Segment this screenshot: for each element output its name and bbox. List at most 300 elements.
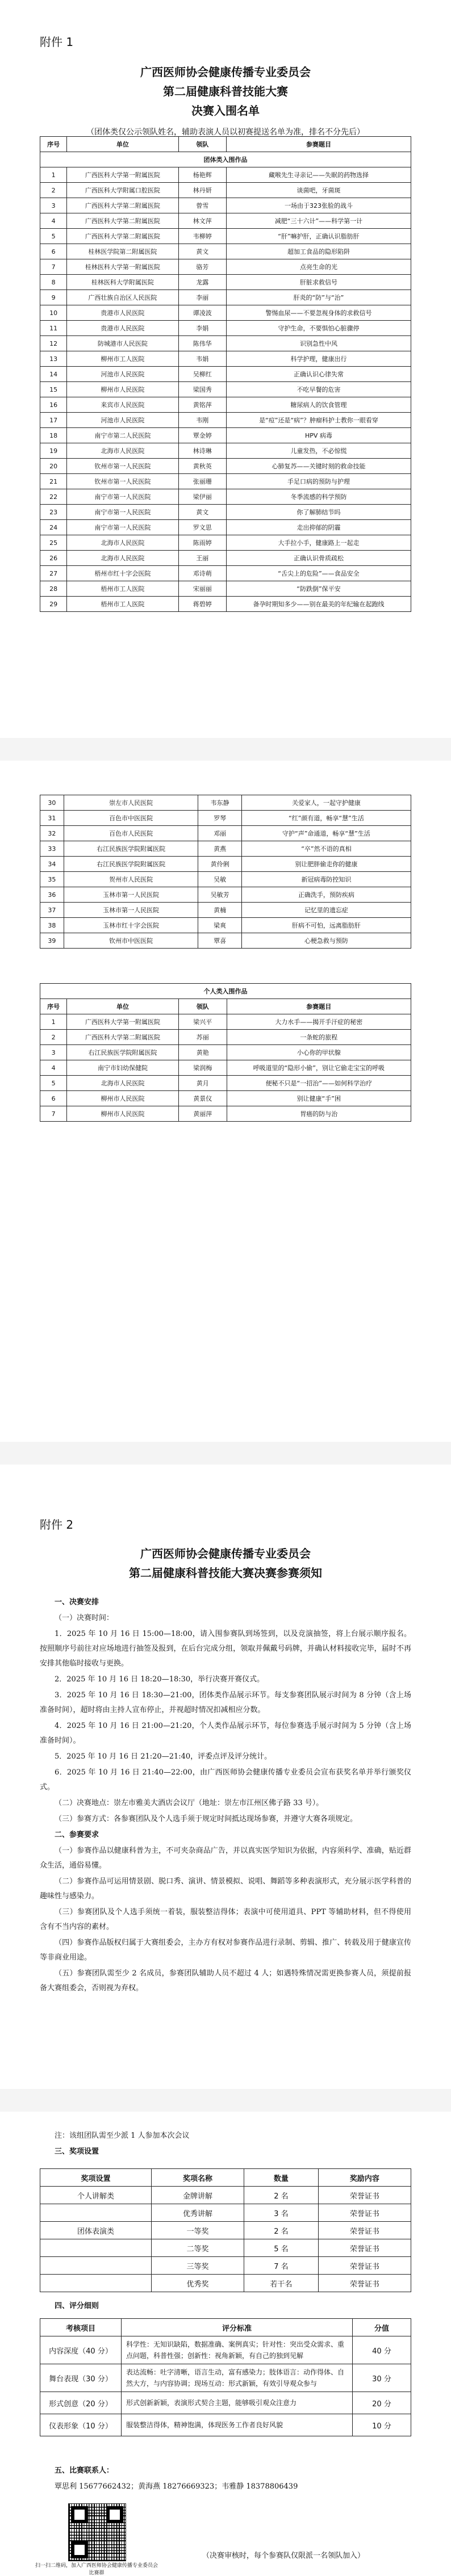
cell-no: 8 (40, 275, 67, 290)
cell-leader: 韦柳婷 (178, 229, 226, 244)
cell-leader: 黄文 (178, 505, 226, 520)
cell-title: 肝病不可怕，远离脂肪肝 (241, 918, 411, 933)
award-row (40, 2275, 411, 2292)
cell-leader: 黄丽萍 (178, 1106, 227, 1122)
cell-no: 35 (40, 872, 64, 887)
title-line-1: 广西医师协会健康传播专业委员会 (140, 1547, 311, 1560)
cell-title: 肝炎的“防”与“治” (226, 290, 411, 305)
attachment-2-sheet (0, 1465, 451, 2089)
cell-unit: 桂林医科大学附属医院 (67, 275, 178, 290)
page-gap (0, 1442, 451, 1465)
cell-leader: 王丽 (178, 551, 226, 566)
cell-unit: 北海市人民医院 (67, 443, 178, 459)
cell-no: 18 (40, 428, 67, 443)
cell-title: 正确认识骨质疏松 (226, 551, 411, 566)
cell-unit: 广西壮族自治区人民医院 (67, 290, 178, 305)
qr-corner (106, 2506, 123, 2523)
title-block (0, 62, 451, 137)
cell-unit: 柳州市工人医院 (67, 351, 178, 367)
cell-title: 便秘不只是“一招治”——如何科学治疗 (227, 1076, 411, 1091)
cell-no: 7 (40, 1106, 67, 1122)
cell-unit: 广西医科大学第一附属医院 (67, 167, 178, 183)
cell-unit: 钦州市第一人民医院 (67, 474, 178, 489)
award-name: 一等奖 (151, 2222, 244, 2239)
cell-unit: 崇左市人民医院 (64, 795, 198, 811)
cell-leader: 林诗琳 (178, 443, 226, 459)
individual-row (40, 1060, 411, 1076)
attachment-1-continued-sheet (0, 761, 451, 1442)
cell-unit: 右江民族医学院附属医院 (64, 857, 198, 872)
award-prize: 荣誉证书 (318, 2239, 411, 2257)
cell-title: “舌尖上的危险”——食品安全 (226, 566, 411, 581)
award-prize: 荣誉证书 (318, 2275, 411, 2292)
cell-leader: 苏丽 (178, 1030, 227, 1045)
cell-leader: 梁国秀 (178, 382, 226, 397)
team-row (40, 367, 411, 382)
cell-title: 备孕时期知多少——别在最美的年纪输在起跑线 (226, 597, 411, 612)
cell-title: 一场由于323张脸的战斗 (226, 198, 411, 213)
cell-title: 科学护理，健康出行 (226, 351, 411, 367)
cell-no: 33 (40, 841, 64, 857)
cell-leader: 黄景仪 (178, 1091, 227, 1106)
team-row (40, 397, 411, 413)
cell-title: 守护“声”命通道，畅享“慧”生活 (241, 826, 411, 841)
cell-unit: 南宁市妇幼保健院 (67, 1060, 179, 1076)
cell-title: 别让健康“手”困 (227, 1091, 411, 1106)
cell-unit: 右江民族医学院附属医院 (67, 1045, 179, 1060)
cell-leader: 罗琴 (198, 811, 241, 826)
cell-unit: 南宁市第一人民医院 (67, 505, 178, 520)
cell-leader: 林文萍 (178, 213, 226, 229)
cell-unit: 广西医科大学第二附属医院 (67, 198, 178, 213)
score-row (40, 2336, 411, 2364)
cell-title: 谈菌吧，牙菌斑 (226, 183, 411, 198)
closing-note-box (187, 2549, 411, 2565)
ind-header-leader: 领队 (178, 999, 227, 1014)
cell-no: 36 (40, 887, 64, 903)
title-line-1: 广西医师协会健康传播专业委员会 (140, 65, 311, 79)
cell-title: 正确洗手，预防疾病 (241, 887, 411, 903)
team-row (40, 351, 411, 367)
award-category (40, 2204, 152, 2222)
cell-title: 警惕血尿——不要忽视身体的求救信号 (226, 305, 411, 321)
cell-no: 24 (40, 520, 67, 535)
cell-leader: 黄楠 (198, 903, 241, 918)
team-row (40, 305, 411, 321)
score-row (40, 2364, 411, 2392)
cell-title: 超加工食品的隐形陷阱 (226, 244, 411, 259)
individual-section-heading: 个人类入围作品 (40, 984, 411, 999)
cell-title: 点亮生命的光 (226, 259, 411, 275)
cell-unit: 钦州市中医医院 (64, 933, 198, 949)
score-heading-box (40, 2299, 411, 2315)
cell-title: 小心你的甲状腺 (227, 1045, 411, 1060)
paragraph: 6．2025 年 10 月 16 日 21:40—22:00，由广西医师协会健康传播专业委员会宣布获奖名单并举行颁奖仪式。 (40, 1768, 411, 1792)
cell-unit: 贵港市人民医院 (67, 305, 178, 321)
score-header-points: 分值 (353, 2319, 411, 2336)
qr-corner (71, 2506, 88, 2523)
cell-unit: 柳州市人民医院 (67, 1106, 179, 1122)
individual-row (40, 1030, 411, 1045)
cell-unit: 玉林市第一人民医院 (64, 887, 198, 903)
cell-leader: 曾雪 (178, 198, 226, 213)
team-table (40, 136, 411, 612)
contact-heading: 五、比赛联系人： (55, 2466, 114, 2475)
team-row (40, 535, 411, 551)
cell-leader: 谭凌波 (178, 305, 226, 321)
cell-unit: 桂林医科大学第一附属医院 (67, 259, 178, 275)
award-row (40, 2257, 411, 2275)
individual-table (40, 983, 411, 1122)
score-item: 内容深度（40 分） (40, 2336, 122, 2364)
ind-header-unit: 单位 (67, 999, 179, 1014)
cell-leader: 邓诗萌 (178, 566, 226, 581)
cell-leader: 覃金婷 (178, 428, 226, 443)
notice-body (40, 1595, 411, 1997)
paragraph: （四）参赛作品版权归属于大赛组委会，主办方有权对参赛作品进行录制、剪辑、推广、转载及用于健康宣传等非商业用途。 (40, 1939, 411, 1962)
cell-no: 2 (40, 183, 67, 198)
team-row (40, 428, 411, 443)
cell-no: 5 (40, 1076, 67, 1091)
score-row (40, 2414, 411, 2436)
cell-unit: 梧州市红十字会医院 (67, 566, 178, 581)
paragraph: 3．2025 年 10 月 16 日 18:30—21:00，团体类作品展示环节。每支参赛团队展示时间为 8 分钟（含上场准备时间），超时将由主持人宣布停止，并视超时情况扣减相应分数。 (40, 1691, 411, 1714)
qr-caption: 扫一扫二维码，加入广西医师协会健康传播专业委员会比赛群 (35, 2563, 158, 2576)
cell-title: 关爱家人，一起守护健康 (241, 795, 411, 811)
team-row (40, 505, 411, 520)
award-name: 优秀讲解 (151, 2204, 244, 2222)
page-gap (0, 2089, 451, 2112)
cell-no: 2 (40, 1030, 67, 1045)
notice-continued (40, 2129, 411, 2160)
cell-title: HPV 病毒 (226, 428, 411, 443)
team-row (40, 857, 411, 872)
cell-title: “红”颜有道，畅享“慧”生活 (241, 811, 411, 826)
cell-no: 11 (40, 321, 67, 336)
award-name: 二等奖 (151, 2239, 244, 2257)
cell-no: 20 (40, 459, 67, 474)
cell-unit: 广西医科大学第一附属医院 (67, 1014, 179, 1030)
paragraph: （三）参赛团队及个人选手须统一着装，服装整洁得体；表演中可使用道具、PPT 等辅助材料，但不得使用含有不当内容的素材。 (40, 1908, 411, 1931)
cell-no: 9 (40, 290, 67, 305)
cell-no: 27 (40, 566, 67, 581)
award-count: 若干名 (244, 2275, 319, 2292)
cell-title: 别让肥胖偷走你的健康 (241, 857, 411, 872)
cell-no: 6 (40, 244, 67, 259)
cell-title: “防跌倒”保平安 (226, 581, 411, 597)
cell-no: 4 (40, 213, 67, 229)
cell-leader: 黄秋英 (178, 459, 226, 474)
score-points: 10 分 (353, 2414, 411, 2436)
cell-title: 正确认识心律失常 (226, 367, 411, 382)
cell-no: 3 (40, 198, 67, 213)
cell-title: 心梗急救与预防 (241, 933, 411, 949)
cell-unit: 贵港市人民医院 (67, 321, 178, 336)
score-points: 40 分 (353, 2336, 411, 2364)
paragraph: （三）参赛方式：各参赛团队及个人选手须于规定时间抵达现场参赛，并遵守大赛各项规定。 (55, 1815, 358, 1823)
team-row (40, 597, 411, 612)
award-header-prize: 奖励内容 (318, 2169, 411, 2187)
cell-unit: 南宁市第二人民医院 (67, 428, 178, 443)
cell-unit: 来宾市人民医院 (67, 397, 178, 413)
cell-unit: 贺州市人民医院 (64, 872, 198, 887)
score-item: 形式创意（20 分） (40, 2392, 122, 2414)
team-notice: 注：该组团队需至少派 1 人参加本次会议 (55, 2132, 190, 2140)
cell-no: 23 (40, 505, 67, 520)
cell-leader: 陈雨婷 (178, 535, 226, 551)
page-gap (0, 738, 451, 761)
cell-title: 心肺复苏——关键时刻的救命技能 (226, 459, 411, 474)
cell-leader: 覃喜 (198, 933, 241, 949)
cell-unit: 广西医科大学第二附属医院 (67, 229, 178, 244)
award-prize: 荣誉证书 (318, 2204, 411, 2222)
cell-leader: 邓丽 (198, 826, 241, 841)
cell-no: 39 (40, 933, 64, 949)
cell-unit: 钦州市第一人民医院 (67, 459, 178, 474)
cell-leader: 黄文 (178, 244, 226, 259)
cell-no: 10 (40, 305, 67, 321)
cell-no: 25 (40, 535, 67, 551)
qr-code (68, 2503, 126, 2561)
cell-leader: 梁爽 (198, 918, 241, 933)
cell-leader: 杨艳辉 (178, 167, 226, 183)
score-criteria: 服装整洁得体，精神饱满，体现医务工作者良好风貌 (122, 2414, 353, 2436)
award-row (40, 2187, 411, 2204)
cell-leader: 吴柳红 (178, 367, 226, 382)
cell-unit: 北海市人民医院 (67, 551, 178, 566)
paragraph: （一）参赛作品以健康科普为主，不可夹杂商品广告，并以真实医学知识为依据，内容须科学、准确，贴近群众生活，通俗易懂。 (40, 1847, 411, 1870)
cell-leader: 黄铭萍 (178, 397, 226, 413)
team-row (40, 474, 411, 489)
team-row (40, 489, 411, 505)
paragraph: （一）决赛时间： (55, 1614, 114, 1622)
team-section-heading: 团体类入围作品 (40, 152, 411, 167)
individual-row (40, 1076, 411, 1091)
award-category: 个人讲解类 (40, 2187, 152, 2204)
individual-row (40, 1014, 411, 1030)
paragraph: 2．2025 年 10 月 16 日 18:20—18:30，举行决赛开赛仪式。 (55, 1675, 265, 1684)
cell-no: 31 (40, 811, 64, 826)
cell-leader: 吴敏 (198, 872, 241, 887)
award-header-category: 奖项设置 (40, 2169, 152, 2187)
cell-no: 16 (40, 397, 67, 413)
cell-title: 记忆里的遗忘症 (241, 903, 411, 918)
cell-leader: 龙露 (178, 275, 226, 290)
team-row (40, 443, 411, 459)
award-category (40, 2239, 152, 2257)
score-criteria: 表达流畅：吐字清晰，语言生动，富有感染力；肢体语言：动作得体、自然大方，与内容协调；现场互动：形式新颖，有效引导观众参与 (122, 2364, 353, 2392)
cell-leader: 李娟 (178, 321, 226, 336)
cell-unit: 右江民族医学院附属医院 (64, 841, 198, 857)
team-row (40, 183, 411, 198)
cell-no: 4 (40, 1060, 67, 1076)
team-row (40, 167, 411, 183)
cell-no: 26 (40, 551, 67, 566)
cell-leader: 韦东静 (198, 795, 241, 811)
team-row (40, 841, 411, 857)
team-row (40, 459, 411, 474)
cell-no: 29 (40, 597, 67, 612)
cell-unit: 南宁市第一人民医院 (67, 489, 178, 505)
cell-no: 17 (40, 413, 67, 428)
cell-no: 1 (40, 1014, 67, 1030)
cell-title: 冬季流感的科学预防 (226, 489, 411, 505)
award-prize: 荣誉证书 (318, 2187, 411, 2204)
team-row (40, 382, 411, 397)
title-block-2 (0, 1544, 451, 1583)
cell-unit: 梧州市工人医院 (67, 581, 178, 597)
score-item: 舞台表现（30 分） (40, 2364, 122, 2392)
paragraph: （二）决赛地点：崇左市雅美大酒店会议厅（地址：崇左市江州区佛子路 33 号）。 (55, 1799, 324, 1807)
score-points: 20 分 (353, 2392, 411, 2414)
cell-title: 儿童发热，不必惊慌 (226, 443, 411, 459)
cell-leader: 张丽珊 (178, 474, 226, 489)
cell-no: 3 (40, 1045, 67, 1060)
cell-leader: 黄月 (178, 1076, 227, 1091)
header-no: 序号 (40, 137, 67, 152)
list-note: （团体类仅公示领队姓名，辅助表演人员以初赛提送名单为准，排名不分先后） (86, 128, 365, 137)
award-count: 2 名 (244, 2187, 319, 2204)
cell-no: 1 (40, 167, 67, 183)
paragraph: 1．2025 年 10 月 16 日 15:00—18:00，请入围参赛队到场签到，以及竞演抽签，将上台展示顺序报名。按照顺序号前往对应场地进行抽签及报到，在后台完成分组，领取并佩戴号码牌，并确认材料接收完毕，届时不再安排其他临时接收与更换。 (40, 1630, 411, 1668)
cell-leader: 黄伶俐 (198, 857, 241, 872)
team-row (40, 551, 411, 566)
cell-unit: 桂林医学院第二附属医院 (67, 244, 178, 259)
cell-title: 守护生命，不要惧怕心脏骤停 (226, 321, 411, 336)
award-count: 2 名 (244, 2222, 319, 2239)
award-row (40, 2222, 411, 2239)
individual-row (40, 1045, 411, 1060)
award-row (40, 2204, 411, 2222)
cell-unit: 梧州市工人医院 (67, 597, 178, 612)
cell-leader: 韦刚 (178, 413, 226, 428)
cell-no: 19 (40, 443, 67, 459)
cell-no: 14 (40, 367, 67, 382)
team-row (40, 336, 411, 351)
cell-title: 是“痘”还是“病”？肿瘤科护士教你一眼看穿 (226, 413, 411, 428)
cell-no: 13 (40, 351, 67, 367)
attachment-label: 附件 1 (40, 35, 74, 49)
cell-unit: 百色市人民医院 (64, 826, 198, 841)
award-name: 金牌讲解 (151, 2187, 244, 2204)
score-table (40, 2318, 411, 2436)
cell-unit: 广西医科大学附属口腔医院 (67, 183, 178, 198)
award-header-count: 数量 (244, 2169, 319, 2187)
cell-title: 大手拉小手，健康路上一起走 (226, 535, 411, 551)
team-row (40, 826, 411, 841)
award-category (40, 2275, 152, 2292)
team-row (40, 244, 411, 259)
team-row (40, 795, 411, 811)
cell-unit: 柳州市人民医院 (67, 1091, 179, 1106)
team-row (40, 520, 411, 535)
score-heading: 四、评分细则 (55, 2302, 99, 2310)
cell-no: 22 (40, 489, 67, 505)
cell-unit: 玉林市第一人民医院 (64, 903, 198, 918)
cell-leader: 李丽 (178, 290, 226, 305)
title-line-2: 第二届健康科普技能大赛 (163, 85, 288, 98)
cell-leader: 黄艳 (178, 1045, 227, 1060)
team-row (40, 290, 411, 305)
team-row (40, 275, 411, 290)
cell-unit: 河池市人民医院 (67, 413, 178, 428)
team-row (40, 933, 411, 949)
score-criteria: 科学性：无知识缺陷，数据准确、案例真实；针对性：突出受众需求、重点问题，科普性强；创新性：视角新颖，有自己的独到见解 (122, 2336, 353, 2364)
cell-leader: 蒋碧婷 (178, 597, 226, 612)
cell-no: 37 (40, 903, 64, 918)
cell-title: 胃癌的防与治 (227, 1106, 411, 1122)
award-category: 团体表演类 (40, 2222, 152, 2239)
cell-unit: 百色市中医医院 (64, 811, 198, 826)
cell-title: 藏喉先生寻亲记——失眠的药物选择 (226, 167, 411, 183)
award-prize: 荣誉证书 (318, 2257, 411, 2275)
team-table-continued (40, 795, 411, 949)
cell-title: “卒”然不语的真相 (241, 841, 411, 857)
ind-header-title: 参赛题目 (227, 999, 411, 1014)
cell-leader: 罗文思 (178, 520, 226, 535)
cell-unit: 柳州市人民医院 (67, 382, 178, 397)
individual-row (40, 1106, 411, 1122)
score-header-criteria: 评分标准 (122, 2319, 353, 2336)
score-points: 30 分 (353, 2364, 411, 2392)
cell-title: 你了解肺结节吗 (226, 505, 411, 520)
cell-leader: 梁润梅 (178, 1060, 227, 1076)
cell-unit: 玉林市红十字会医院 (64, 918, 198, 933)
team-row (40, 198, 411, 213)
cell-title: 糖尿病人的饮食管理 (226, 397, 411, 413)
award-heading: 三、奖项设置 (55, 2147, 99, 2156)
cell-no: 12 (40, 336, 67, 351)
cell-leader: 骆芳 (178, 259, 226, 275)
cell-no: 15 (40, 382, 67, 397)
paragraph: （二）参赛作品可运用情景剧、脱口秀、演讲、情景模拟、说唱、舞蹈等多种表演形式，充分展示医学科普的趣味性与感染力。 (40, 1877, 411, 1900)
title-line-2: 第二届健康科普技能大赛决赛参赛须知 (129, 1566, 322, 1580)
cell-unit: 广西医科大学第二附属医院 (67, 1030, 179, 1045)
award-header-name: 奖项名称 (151, 2169, 244, 2187)
section-heading: 二、参赛要求 (55, 1831, 99, 1839)
award-row (40, 2239, 411, 2257)
award-table (40, 2168, 411, 2292)
cell-unit: 防城港市人民医院 (67, 336, 178, 351)
award-category (40, 2257, 152, 2275)
cell-title: 呼吸道里的“隐形小偷”，别让它偷走宝宝的呼吸 (227, 1060, 411, 1076)
score-header-item: 考核项目 (40, 2319, 122, 2336)
team-row (40, 811, 411, 826)
award-name: 优秀奖 (151, 2275, 244, 2292)
team-row (40, 229, 411, 244)
team-row (40, 903, 411, 918)
cell-no: 38 (40, 918, 64, 933)
cell-title: 走出抑郁的阴霾 (226, 520, 411, 535)
cell-leader: 宋丽丽 (178, 581, 226, 597)
award-name: 三等奖 (151, 2257, 244, 2275)
cell-leader: 梁伊丽 (178, 489, 226, 505)
ind-header-no: 序号 (40, 999, 67, 1014)
team-row (40, 321, 411, 336)
cell-no: 30 (40, 795, 64, 811)
cell-leader: 梁兴平 (178, 1014, 227, 1030)
cell-title: 不吃早餐的危害 (226, 382, 411, 397)
cell-no: 6 (40, 1091, 67, 1106)
cell-leader: 陈伟华 (178, 336, 226, 351)
score-row (40, 2392, 411, 2414)
attachment-1-sheet (0, 0, 451, 738)
cell-unit: 南宁市第一人民医院 (67, 520, 178, 535)
cell-unit: 北海市人民医院 (67, 1076, 179, 1091)
contact-box (40, 2464, 411, 2495)
cell-no: 21 (40, 474, 67, 489)
cell-no: 7 (40, 259, 67, 275)
